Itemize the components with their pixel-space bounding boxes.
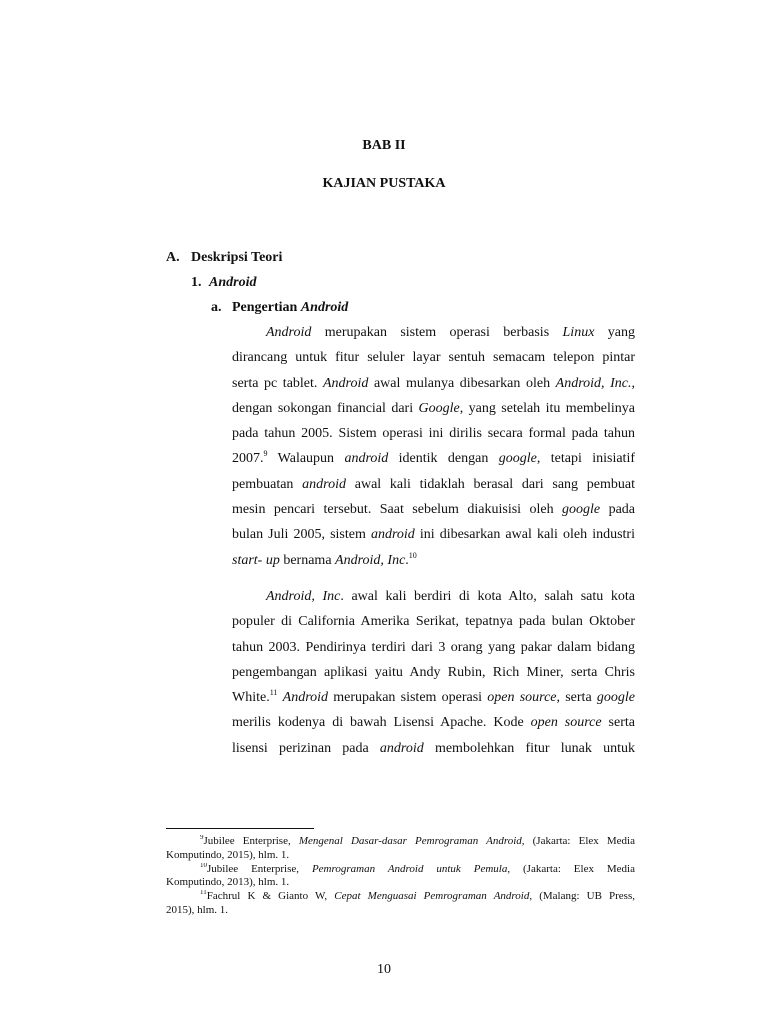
chapter-label: BAB II <box>362 138 406 153</box>
text-run: merupakan sistem operasi berbasis <box>311 325 563 340</box>
footnote-9 <box>166 835 635 863</box>
text-line <box>232 609 635 634</box>
text-run: open source <box>487 690 557 706</box>
section-label: A. <box>166 250 180 265</box>
text-line <box>232 421 635 446</box>
text-line <box>232 635 635 660</box>
text-run: open source <box>530 715 602 731</box>
text-run: google <box>596 690 635 706</box>
text-run: Walaupun <box>267 451 345 467</box>
text-run: lisensi perizinan pada <box>232 740 380 756</box>
footnotes <box>166 835 635 918</box>
text-run: Linux <box>562 325 595 340</box>
footnote-11 <box>166 890 635 918</box>
subsubsection-label: a. <box>211 300 222 315</box>
subsection-heading <box>191 275 257 291</box>
footnote-ref: 11 <box>269 688 278 698</box>
text-run: merilis kodenya di bawah Lisensi Apache. Kode <box>232 715 531 731</box>
text-run: . <box>405 552 409 568</box>
text-run: Pemrograman Android untuk Pemula <box>311 862 508 875</box>
text-line <box>232 345 635 370</box>
text-line <box>232 522 635 547</box>
text-line <box>232 396 635 421</box>
footnote-number: 10 <box>200 862 207 869</box>
text-run: mesin pencari tersebut. Saat sebelum diakuisisi oleh <box>232 502 563 518</box>
text-run: Google <box>418 400 460 416</box>
text-run: google <box>498 451 537 467</box>
text-run: , (Jakarta: Elex Media <box>521 835 635 847</box>
text-run: Android, Inc <box>266 589 341 604</box>
text-run: Jubilee Enterprise, <box>207 862 312 875</box>
text-run: , (Jakarta: Elex Media <box>507 862 635 875</box>
text-run: awal mulanya dibesarkan oleh <box>368 375 556 391</box>
text-line <box>232 320 635 345</box>
subsection-label: 1. <box>191 275 202 290</box>
page-number: 10 <box>377 962 391 977</box>
text-run: bernama <box>279 552 336 568</box>
text-line <box>232 371 635 396</box>
text-run: Jubilee Enterprise, <box>203 835 299 847</box>
text-line: Komputindo, 2015), hlm. 1. <box>166 848 290 861</box>
text-run: Android, Inc <box>335 552 406 568</box>
text-run: Android, Inc. <box>555 375 632 391</box>
text-run: android <box>344 451 389 467</box>
text-run: awal kali tidaklah berasal dari sang pembuat <box>346 476 635 492</box>
text-run: pada tahun 2005. Sistem operasi ini dirilis secara formal pada tahun <box>232 426 635 442</box>
text-run: , serta <box>556 690 597 706</box>
text-line <box>166 890 635 904</box>
text-run: yang <box>594 325 635 340</box>
text-run: dirancang untuk fitur seluler layar sentuh semacam telepon pintar <box>232 350 635 366</box>
paragraph-2 <box>232 584 635 761</box>
text-run: membolehkan fitur lunak untuk <box>423 740 635 756</box>
text-run: android <box>370 527 415 543</box>
text-run: , yang setelah itu membelinya <box>459 400 635 416</box>
text-run: ini dibesarkan awal kali oleh industri <box>414 527 635 543</box>
text-line <box>232 497 635 522</box>
text-line <box>232 685 635 710</box>
footnote-ref: 10 <box>408 550 417 560</box>
text-line <box>232 736 635 761</box>
text-run: pembuatan <box>232 476 303 492</box>
subsubsection-heading <box>211 300 349 316</box>
subsubsection-title-italic: Android <box>300 300 349 315</box>
text-run: serta pc tablet. <box>232 375 323 391</box>
text-line <box>232 584 635 609</box>
text-line <box>232 548 635 573</box>
text-run: Cepat Menguasai Pemrograman Android <box>334 890 530 903</box>
text-run: Fachrul K & Gianto W, <box>206 890 335 903</box>
paragraph-1 <box>232 320 635 573</box>
text-run: populer di California Amerika Serikat, tepatnya pada bulan Oktober <box>232 614 635 630</box>
footnote-separator <box>166 828 314 829</box>
text-run: 2007. <box>232 451 264 467</box>
text-run: Android <box>322 375 369 391</box>
text-run: merupakan sistem operasi <box>328 690 488 706</box>
text-run: tahun 2003. Pendirinya terdiri dari 3 orang yang pakar dalam bidang <box>232 639 635 655</box>
footnote-number: 9 <box>200 835 204 841</box>
text-line <box>232 660 635 685</box>
text-run: . awal kali berdiri di kota Alto, salah satu kota <box>340 589 635 604</box>
footnote-10 <box>166 863 635 891</box>
text-line <box>232 472 635 497</box>
text-line <box>232 446 635 471</box>
footnote-ref: 9 <box>263 449 268 459</box>
text-run: pengembangan aplikasi yaitu Andy Rubin, Rich Miner, serta Chris <box>232 664 635 680</box>
text-line: 2015), hlm. 1. <box>166 903 229 916</box>
text-run: Mengenal Dasar-dasar Pemrograman Android <box>298 835 522 847</box>
text-run: , (Malang: UB Press, <box>529 890 635 903</box>
footnote-number: 11 <box>200 890 207 897</box>
text-run: , tetapi inisiatif <box>536 451 635 467</box>
text-line <box>166 863 635 877</box>
text-run: identik dengan <box>388 451 499 467</box>
text-run: android <box>302 476 346 492</box>
subsection-title: Android <box>209 275 257 290</box>
text-run: bulan Juli 2005, sistem <box>232 527 371 543</box>
text-run: Android <box>282 690 329 706</box>
section-title: Deskripsi Teori <box>191 250 283 265</box>
text-run: dengan sokongan financial dari <box>232 400 419 416</box>
chapter-title: KAJIAN PUSTAKA <box>322 176 446 191</box>
text-line <box>232 710 635 735</box>
text-run: start- up <box>232 552 280 568</box>
text-run: pada <box>600 502 635 518</box>
text-run: android <box>379 740 424 756</box>
subsubsection-title: Pengertian <box>232 300 301 315</box>
text-run: google <box>562 502 601 518</box>
text-run: White. <box>232 690 270 706</box>
text-run: serta <box>601 715 635 731</box>
text-run: Android <box>266 325 312 340</box>
text-line: Komputindo, 2013), hlm. 1. <box>166 876 290 889</box>
text-run: , <box>631 375 635 391</box>
text-line <box>166 835 635 849</box>
section-heading <box>166 250 283 266</box>
